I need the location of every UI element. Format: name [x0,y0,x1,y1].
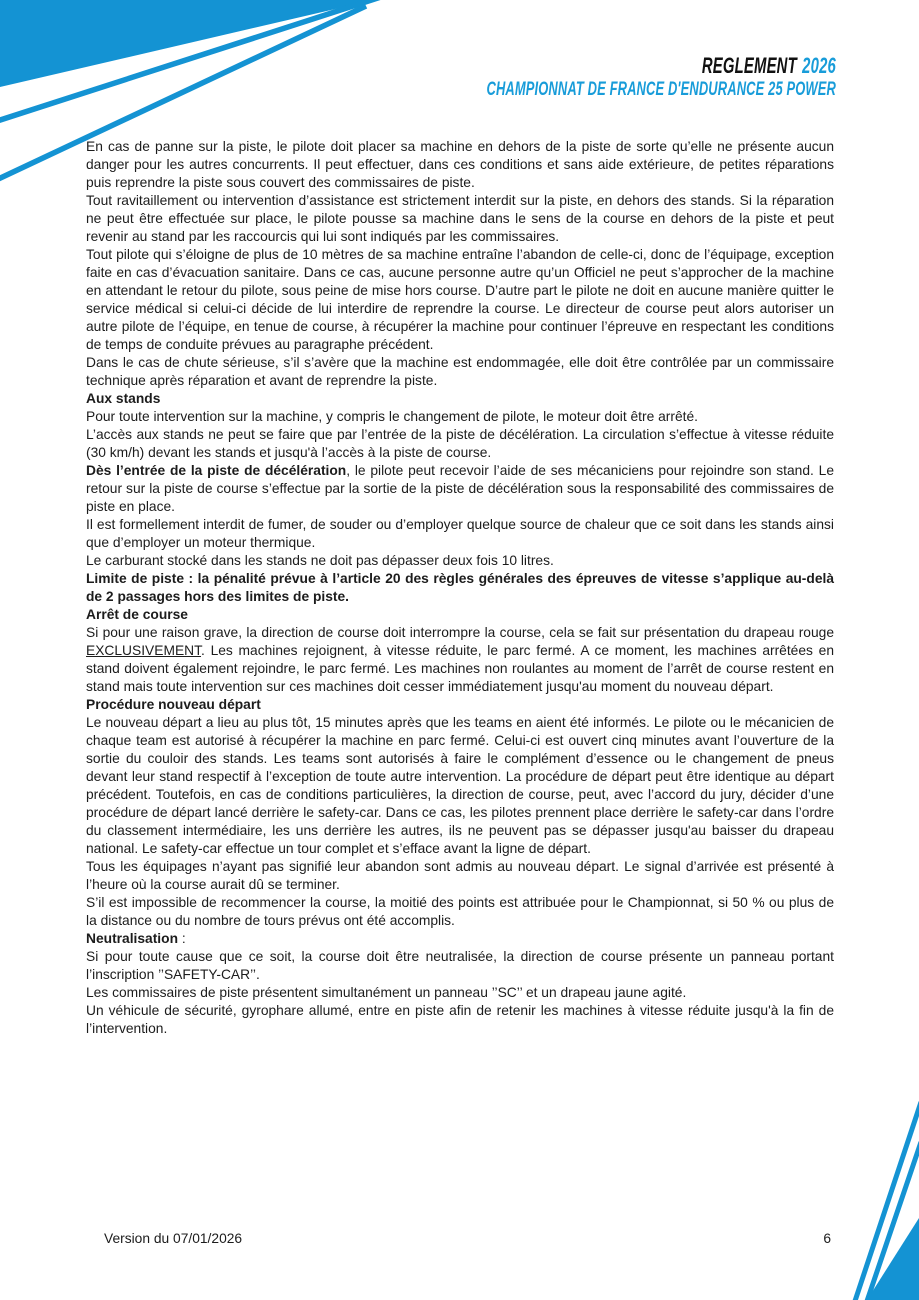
paragraph-track-limits: Limite de piste : la pénalité prévue à l’article 20 des règles générales des épreuves de vitesse s’applique au-delà de 2 passages hors des limites de piste. [86,571,834,604]
paragraph-sc-panel: Les commissaires de piste présentent simultanément un panneau ’’SC’’ et un drapeau jaune agité. [86,985,687,1000]
title-regulation: REGLEMENT [701,53,797,78]
page-number: 6 [823,1231,831,1246]
page-header [322,55,836,99]
heading-aux-stands: Aux stands [86,391,161,406]
title-year: 2026 [802,53,836,78]
lead-bold: Dès l’entrée de la piste de décélération [86,463,347,478]
footer-version: Version du 07/01/2026 [104,1231,243,1246]
paragraph-deceleration-lane: Dès l’entrée de la piste de décélération, le pilote peut recevoir l’aide de ses mécaniciens pour rejoindre son stand. Le retour sur la piste de course s’effectue par la sortie de la piste de décélération sous la responsabilité des commissaires de piste en place. [86,463,834,514]
paragraph-red-flag: Si pour une raison grave, la direction de course doit interrompre la course, cela se fait sur présentation du drapeau rouge EXCLUSIVEMENT. Les machines rejoignent, à vitesse réduite, le parc fermé. A ce moment, les machines arrêtées en stand doivent également rejoindre, le parc fermé. Les machines non roulantes au moment de l’arrêt de course restent en stand mais toute intervention sur ces machines doit cesser immédiatement jusqu'au moment du nouveau départ. [86,625,834,694]
heading-arret-de-course: Arrêt de course [86,607,188,622]
document-body [86,138,834,1038]
paragraph-fuel-limit: Le carburant stocké dans les stands ne doit pas dépasser deux fois 10 litres. [86,553,554,568]
paragraph-engine-off: Pour toute intervention sur la machine, y compris le changement de pilote, le moteur doit être arrêté. [86,409,698,424]
paragraph-safety-car-panel: Si pour toute cause que ce soit, la course doit être neutralisée, la direction de course présente un panneau portant l’inscription ’’SAFETY-CAR’’. [86,949,834,982]
heading-neutralisation: Neutralisation : [86,931,186,946]
paragraph-refuelling-ban: Tout ravitaillement ou intervention d’assistance est strictement interdit sur la piste, en dehors des stands. Si la réparation ne peut être effectuée sur place, le pilote pousse sa machine dans le sens de la course en dehors de la piste et peut revenir au stand par les raccourcis qui lui sont indiqués par les commissaires. [86,193,834,244]
paragraph-restart-procedure: Le nouveau départ a lieu au plus tôt, 15 minutes après que les teams en aient été informés. Le pilote ou le mécanicien de chaque team est autorisé à récupérer la machine en parc fermé. Celui-ci est ouvert cinq minutes avant l’ouverture de la sortie du couloir des stands. Les teams sont autorisés à faire le complément d’essence ou le changement de pneus devant leur stand respectif à l’exception de toute autre intervention. La procédure de départ peut être identique au départ précédent. Toutefois, en cas de conditions particulières, la direction de course, peut, avec l’accord du jury, décider d’une procédure de départ lancé derrière le safety-car. Dans ce cas, les pilotes prennent place derrière le safety-car dans l’ordre du classement intermédiaire, les uns derrière les autres, ils ne peuvent pas se dépasser jusqu'au baisser du drapeau national. Le safety-car effectue un tour complet et s’efface avant la ligne de départ. [86,715,834,856]
heading-procedure-nouveau-depart: Procédure nouveau départ [86,697,261,712]
paragraph-abandon-machine: Tout pilote qui s’éloigne de plus de 10 mètres de sa machine entraîne l’abandon de celle-ci, donc de l’équipage, exception faite en cas d’évacuation sanitaire. Dans ce cas, aucune personne autre qu’un Officiel ne peut s’approcher de la machine en attendant le retour du pilote, sous peine de mise hors course. D’autre part le pilote ne doit en aucune manière quitter le service médical si celui-ci décide de lui interdire de reprendre la course. Le directeur de course peut alors autoriser un autre pilote de l’équipe, en tenue de course, à récupérer la machine pour continuer l’épreuve en respectant les conditions de temps de conduite prévues au paragraphe précédent. [86,247,834,352]
paragraph-breakdown-on-track: En cas de panne sur la piste, le pilote doit placer sa machine en dehors de la piste de sorte qu’elle ne présente aucun danger pour les autres concurrents. Il peut effectuer, dans ces conditions et sans aide extérieure, de petites réparations puis reprendre la piste sous couvert des commissaires de piste. [86,139,834,190]
paragraph-restart-admission: Tous les équipages n’ayant pas signifié leur abandon sont admis au nouveau départ. Le signal d’arrivée est présenté à l’heure où la course aurait dû se terminer. [86,859,834,892]
paragraph-half-points: S’il est impossible de recommencer la course, la moitié des points est attribuée pour le Championnat, si 50 % ou plus de la distance ou du nombre de tours prévus ont été accomplis. [86,895,834,928]
championship-subtitle: CHAMPIONNAT DE FRANCE D'ENDURANCE 25 POWER [486,79,836,100]
paragraph-no-smoking: Il est formellement interdit de fumer, de souder ou d’employer quelque source de chaleur que ce soit dans les stands ainsi que d’employer un moteur thermique. [86,517,834,550]
paragraph-serious-crash: Dans le cas de chute sérieuse, s’il s’avère que la machine est endommagée, elle doit être contrôlée par un commissaire technique après réparation et avant de reprendre la piste. [86,355,834,388]
paragraph-safety-vehicle: Un véhicule de sécurité, gyrophare allumé, entre en piste afin de retenir les machines à vitesse réduite jusqu'à la fin de l’intervention. [86,1003,834,1036]
underlined-exclusivement: EXCLUSIVEMENT [86,643,202,658]
bottom-right-stripes-decoration [837,1098,919,1300]
document-title [497,55,836,77]
paragraph-pit-access: L’accès aux stands ne peut se faire que par l’entrée de la piste de décélération. La circulation s’effectue à vitesse réduite (30 km/h) devant les stands et jusqu'à l’accès à la piste de course. [86,427,834,460]
